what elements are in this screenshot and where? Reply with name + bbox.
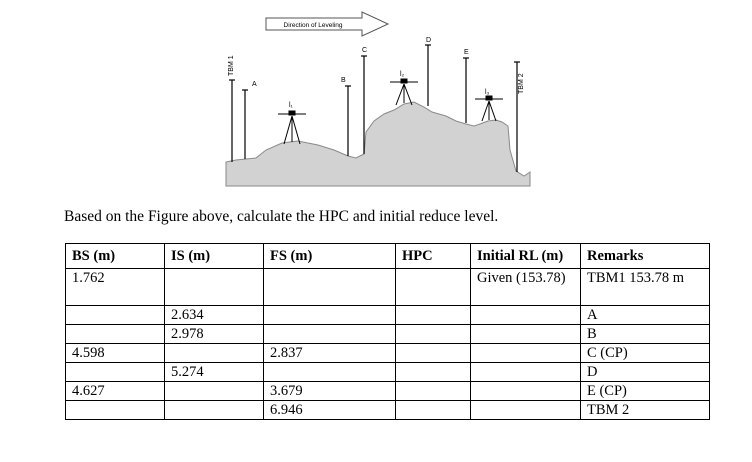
leveling-figure [222, 4, 532, 190]
cell-fs: 6.946 [264, 401, 396, 420]
cell-remarks: TBM1 153.78 m [581, 269, 710, 306]
staff-label-a: A [252, 81, 257, 88]
staff-label-tbm2: TBM 2 [518, 73, 525, 94]
staff-label-c: C [362, 47, 368, 54]
cell-initial-rl: Given (153.78) [471, 269, 581, 306]
table-row [66, 382, 710, 401]
table-row [66, 363, 710, 382]
cell-initial-rl [471, 306, 581, 325]
table-row [66, 325, 710, 344]
cell-initial-rl [471, 382, 581, 401]
cell-hpc [396, 382, 471, 401]
cell-bs: 4.598 [66, 344, 165, 363]
cell-fs [264, 325, 396, 344]
cell-is: 2.978 [165, 325, 264, 344]
cell-initial-rl [471, 325, 581, 344]
arrow-label: Direction of Leveling [283, 22, 343, 29]
leveling-table [65, 243, 710, 420]
cell-bs [66, 401, 165, 420]
staff-label-b: B [341, 77, 346, 84]
cell-hpc [396, 401, 471, 420]
table-row [66, 401, 710, 420]
cell-remarks: C (CP) [581, 344, 710, 363]
cell-fs [264, 306, 396, 325]
cell-remarks: TBM 2 [581, 401, 710, 420]
cell-initial-rl [471, 344, 581, 363]
cell-bs [66, 363, 165, 382]
cell-fs [264, 363, 396, 382]
staff-label-e: E [464, 49, 469, 56]
cell-fs: 2.837 [264, 344, 396, 363]
table-row [66, 306, 710, 325]
table-row [66, 269, 710, 306]
cell-hpc [396, 344, 471, 363]
header-bs: BS (m) [66, 244, 165, 269]
cell-remarks: B [581, 325, 710, 344]
cell-is [165, 382, 264, 401]
instrument-label-1: l₁ [289, 102, 293, 109]
instrument-label-2: l₂ [400, 71, 405, 78]
staff-label-d: D [426, 37, 432, 44]
cell-initial-rl [471, 363, 581, 382]
cell-is: 2.634 [165, 306, 264, 325]
table-row [66, 344, 710, 363]
cell-is: 5.274 [165, 363, 264, 382]
cell-fs [264, 269, 396, 306]
cell-bs [66, 306, 165, 325]
cell-bs: 4.627 [66, 382, 165, 401]
cell-bs: 1.762 [66, 269, 165, 306]
cell-is [165, 401, 264, 420]
header-hpc: HPC [396, 244, 471, 269]
cell-remarks: D [581, 363, 710, 382]
table-header-row [66, 244, 710, 269]
cell-is [165, 344, 264, 363]
instrument-label-3: l₃ [485, 89, 490, 96]
cell-initial-rl [471, 401, 581, 420]
cell-remarks: E (CP) [581, 382, 710, 401]
header-fs: FS (m) [264, 244, 396, 269]
staff-label-tbm1: TBM 1 [228, 55, 235, 76]
header-remarks: Remarks [581, 244, 710, 269]
header-initial-rl: Initial RL (m) [471, 244, 581, 269]
cell-hpc [396, 269, 471, 306]
cell-bs [66, 325, 165, 344]
cell-is [165, 269, 264, 306]
cell-hpc [396, 306, 471, 325]
cell-remarks: A [581, 306, 710, 325]
cell-fs: 3.679 [264, 382, 396, 401]
cell-hpc [396, 325, 471, 344]
cell-hpc [396, 363, 471, 382]
header-is: IS (m) [165, 244, 264, 269]
question-text: Based on the Figure above, calculate the HPC and initial reduce level. [64, 208, 499, 225]
